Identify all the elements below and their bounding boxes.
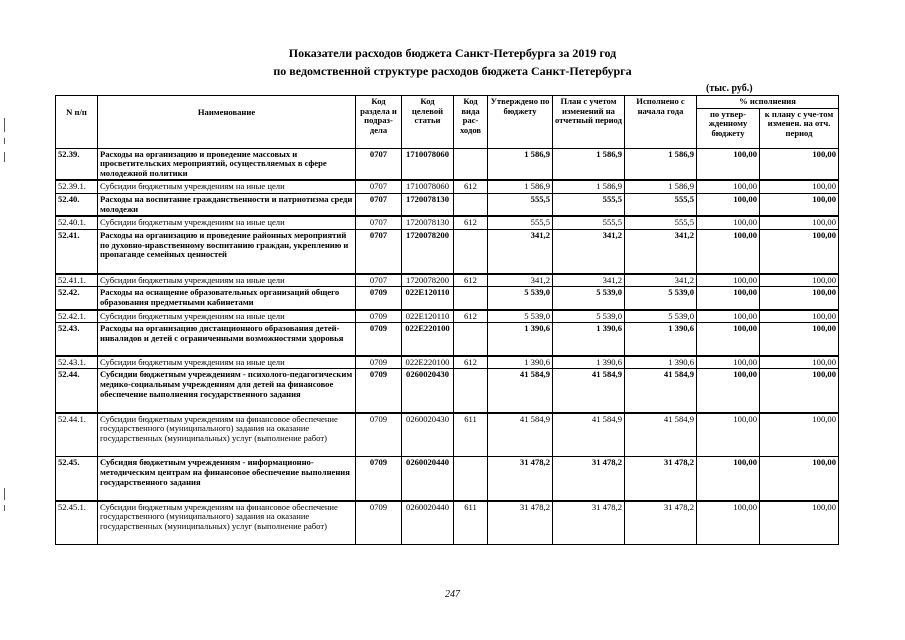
row-type: 612 [454, 310, 488, 323]
row-pct-approved: 100,00 [697, 274, 760, 287]
row-pct-plan: 100,00 [760, 216, 839, 229]
row-type [454, 230, 488, 274]
row-plan: 1 390,6 [553, 323, 625, 356]
row-plan: 1 586,9 [553, 148, 625, 180]
row-name: Субсидии бюджетным учреждениям на иные цели [98, 180, 356, 193]
binding-mark [4, 488, 5, 500]
row-approved: 41 584,9 [488, 413, 553, 457]
row-target: 1720078130 [402, 216, 454, 229]
header-executed: Исполнено с начала года [625, 96, 697, 149]
row-pct-approved: 100,00 [697, 457, 760, 501]
document-title-line1: Показатели расходов бюджета Санкт-Петербурга за 2019 год [288, 46, 617, 60]
row-num: 52.43. [56, 323, 98, 356]
row-executed: 5 539,0 [625, 310, 697, 323]
binding-mark [4, 138, 5, 144]
row-approved: 31 478,2 [488, 501, 553, 545]
row-name: Субсидия бюджетным учреждениям - информационно-методическим центрам на финансовое обеспечение выполнения государственного задания [98, 457, 356, 501]
row-pct-approved: 100,00 [697, 501, 760, 545]
row-executed: 1 586,9 [625, 180, 697, 193]
row-approved: 41 584,9 [488, 369, 553, 413]
row-type: 612 [454, 274, 488, 287]
header-pct-approved: по утвер-жденному бюджету [697, 108, 760, 148]
row-type: 612 [454, 356, 488, 369]
row-plan: 555,5 [553, 193, 625, 216]
row-section: 0709 [356, 369, 402, 413]
row-approved: 1 586,9 [488, 148, 553, 180]
header-pct-plan: к плану с уче-том изменен. на отч. период [760, 108, 839, 148]
row-name: Субсидии бюджетным учреждениям на иные цели [98, 216, 356, 229]
row-num: 52.41.1. [56, 274, 98, 287]
row-type [454, 369, 488, 413]
document-title-line2: по ведомственной структуре расходов бюджета Санкт-Петербурга [273, 64, 632, 78]
row-plan: 341,2 [553, 274, 625, 287]
row-section: 0707 [356, 230, 402, 274]
row-pct-plan: 100,00 [760, 287, 839, 310]
row-approved: 1 390,6 [488, 356, 553, 369]
row-pct-plan: 100,00 [760, 310, 839, 323]
row-target: 0260020430 [402, 369, 454, 413]
row-section: 0709 [356, 356, 402, 369]
row-approved: 341,2 [488, 230, 553, 274]
row-target: 1720078200 [402, 230, 454, 274]
row-plan: 5 539,0 [553, 287, 625, 310]
row-name: Расходы на воспитание гражданственности и патриотизма среди молодежи [98, 193, 356, 216]
row-pct-plan: 100,00 [760, 193, 839, 216]
row-num: 52.42.1. [56, 310, 98, 323]
row-pct-plan: 100,00 [760, 356, 839, 369]
row-plan: 555,5 [553, 216, 625, 229]
header-num: N п/п [56, 96, 98, 149]
row-type: 612 [454, 180, 488, 193]
row-executed: 41 584,9 [625, 369, 697, 413]
row-approved: 555,5 [488, 193, 553, 216]
row-section: 0709 [356, 457, 402, 501]
row-num: 52.44. [56, 369, 98, 413]
row-pct-approved: 100,00 [697, 148, 760, 180]
row-type [454, 148, 488, 180]
row-section: 0709 [356, 413, 402, 457]
row-target: 1710078060 [402, 180, 454, 193]
row-type [454, 457, 488, 501]
row-pct-approved: 100,00 [697, 287, 760, 310]
row-pct-approved: 100,00 [697, 413, 760, 457]
row-pct-plan: 100,00 [760, 230, 839, 274]
row-name: Расходы на организацию и проведение районных мероприятий по духовно-нравственному воспитанию граждан, укреплению и пропаганде семейных ценностей [98, 230, 356, 274]
row-num: 52.41. [56, 230, 98, 274]
row-type [454, 193, 488, 216]
row-approved: 555,5 [488, 216, 553, 229]
row-num: 52.45.1. [56, 501, 98, 545]
row-num: 52.39.1. [56, 180, 98, 193]
row-target: 1710078060 [402, 148, 454, 180]
row-approved: 5 539,0 [488, 287, 553, 310]
row-executed: 341,2 [625, 230, 697, 274]
row-name: Субсидии бюджетным учреждениям на иные цели [98, 274, 356, 287]
row-executed: 31 478,2 [625, 501, 697, 545]
row-pct-plan: 100,00 [760, 413, 839, 457]
row-approved: 1 390,6 [488, 323, 553, 356]
row-executed: 341,2 [625, 274, 697, 287]
row-section: 0709 [356, 323, 402, 356]
row-plan: 1 586,9 [553, 180, 625, 193]
row-target: 0260020430 [402, 413, 454, 457]
row-target: 022Е120110 [402, 310, 454, 323]
row-pct-plan: 100,00 [760, 323, 839, 356]
row-executed: 5 539,0 [625, 287, 697, 310]
row-section: 0707 [356, 274, 402, 287]
row-pct-plan: 100,00 [760, 148, 839, 180]
header-target: Код целевой статьи [402, 96, 454, 149]
row-pct-plan: 100,00 [760, 274, 839, 287]
row-num: 52.40. [56, 193, 98, 216]
row-executed: 555,5 [625, 193, 697, 216]
row-executed: 1 390,6 [625, 356, 697, 369]
row-executed: 31 478,2 [625, 457, 697, 501]
row-type: 611 [454, 501, 488, 545]
row-name: Субсидии бюджетным учреждениям на иные цели [98, 356, 356, 369]
row-plan: 5 539,0 [553, 310, 625, 323]
row-type: 611 [454, 413, 488, 457]
binding-mark [4, 152, 5, 162]
row-target: 022Е120110 [402, 287, 454, 310]
row-approved: 5 539,0 [488, 310, 553, 323]
binding-mark [4, 118, 5, 132]
row-target: 0260020440 [402, 457, 454, 501]
units-label: (тыс. руб.) [706, 83, 753, 94]
row-plan: 41 584,9 [553, 369, 625, 413]
row-name: Расходы на организацию дистанционного образования детей-инвалидов и детей с ограниченными возможностями здоровья [98, 323, 356, 356]
row-pct-plan: 100,00 [760, 180, 839, 193]
page-number: 247 [445, 589, 460, 600]
row-target: 022Е220100 [402, 356, 454, 369]
row-approved: 31 478,2 [488, 457, 553, 501]
row-name: Субсидии бюджетным учреждениям - психолого-педагогическим медико-социальным учреждениям для детей на финансовое обеспечение выполнения государственного задания [98, 369, 356, 413]
header-plan: План с учетом изменений на отчетный период [553, 96, 625, 149]
row-name: Расходы на оснащение образовательных организаций общего образования предметными кабинетами [98, 287, 356, 310]
row-type: 612 [454, 216, 488, 229]
row-target: 1720078200 [402, 274, 454, 287]
row-target: 0260020440 [402, 501, 454, 545]
row-pct-approved: 100,00 [697, 180, 760, 193]
row-num: 52.44.1. [56, 413, 98, 457]
row-executed: 1 390,6 [625, 323, 697, 356]
row-executed: 41 584,9 [625, 413, 697, 457]
row-name: Субсидии бюджетным учреждениям на финансовое обеспечение государственного (муниципального) задания на оказание государственных (муниципальных) услуг (выполнение работ) [98, 501, 356, 545]
row-pct-approved: 100,00 [697, 193, 760, 216]
binding-mark [4, 505, 5, 511]
header-approved: Утверждено по бюджету [488, 96, 553, 149]
row-pct-approved: 100,00 [697, 310, 760, 323]
row-pct-approved: 100,00 [697, 356, 760, 369]
row-section: 0707 [356, 193, 402, 216]
row-name: Расходы на организацию и проведение массовых и просветительских мероприятий, осуществляемых в сфере молодежной политики [98, 148, 356, 180]
row-pct-plan: 100,00 [760, 457, 839, 501]
row-name: Субсидии бюджетным учреждениям на иные цели [98, 310, 356, 323]
row-pct-approved: 100,00 [697, 369, 760, 413]
row-plan: 31 478,2 [553, 501, 625, 545]
row-section: 0709 [356, 501, 402, 545]
row-plan: 341,2 [553, 230, 625, 274]
row-num: 52.40.1. [56, 216, 98, 229]
row-approved: 1 586,9 [488, 180, 553, 193]
row-pct-approved: 100,00 [697, 323, 760, 356]
row-pct-plan: 100,00 [760, 369, 839, 413]
row-type [454, 323, 488, 356]
row-section: 0707 [356, 148, 402, 180]
row-section: 0707 [356, 180, 402, 193]
row-section: 0707 [356, 216, 402, 229]
row-section: 0709 [356, 287, 402, 310]
header-percent-group: % исполнения [697, 96, 839, 109]
row-plan: 1 390,6 [553, 356, 625, 369]
row-plan: 41 584,9 [553, 413, 625, 457]
row-target: 022Е220100 [402, 323, 454, 356]
row-executed: 555,5 [625, 216, 697, 229]
budget-table [55, 95, 839, 545]
row-pct-approved: 100,00 [697, 216, 760, 229]
row-num: 52.39. [56, 148, 98, 180]
row-type [454, 287, 488, 310]
row-approved: 341,2 [488, 274, 553, 287]
header-type: Код вида рас-ходов [454, 96, 488, 149]
header-name: Наименование [98, 96, 356, 149]
row-pct-approved: 100,00 [697, 230, 760, 274]
row-num: 52.43.1. [56, 356, 98, 369]
row-section: 0709 [356, 310, 402, 323]
row-target: 1720078130 [402, 193, 454, 216]
row-plan: 31 478,2 [553, 457, 625, 501]
row-num: 52.45. [56, 457, 98, 501]
header-section: Код раздела и подраз-дела [356, 96, 402, 149]
row-name: Субсидии бюджетным учреждениям на финансовое обеспечение государственного (муниципального) задания на оказание государственных (муниципальных) услуг (выполнение работ) [98, 413, 356, 457]
row-num: 52.42. [56, 287, 98, 310]
row-pct-plan: 100,00 [760, 501, 839, 545]
row-executed: 1 586,9 [625, 148, 697, 180]
